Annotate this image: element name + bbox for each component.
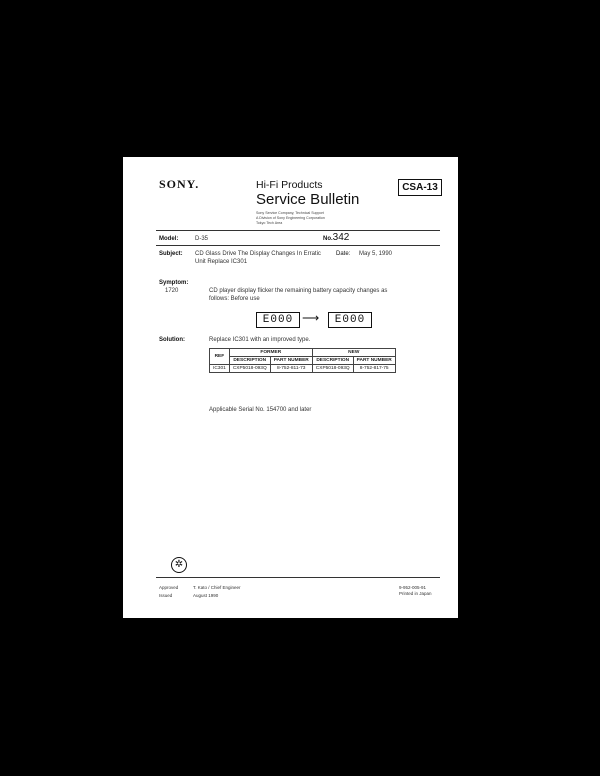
model-value: D-35 <box>195 236 209 242</box>
bulletin-page <box>123 157 458 618</box>
symptom-line2: follows: Before use <box>209 296 260 302</box>
date-value: May 5, 1990 <box>359 251 393 257</box>
col-new: NEW <box>312 349 395 357</box>
symptom-line1: CD player display flicker the remaining battery capacity changes as <box>209 288 388 294</box>
model-label: Model: <box>159 236 179 242</box>
solution-text: Replace IC301 with an improved type. <box>209 337 311 343</box>
applicable-text: Applicable Serial No. 154700 and later <box>209 407 312 413</box>
col-former: FORMER <box>229 349 312 357</box>
solution-label: Solution: <box>159 337 185 343</box>
subject-line2: Unit Replace IC301 <box>195 259 248 265</box>
model-rule <box>156 245 440 246</box>
table-row <box>210 365 396 373</box>
subject-label: Subject: <box>159 251 183 257</box>
display-after: E000 <box>328 312 372 328</box>
cell-new-desc: CXP5018-093Q <box>312 365 353 373</box>
header-rule <box>156 230 440 231</box>
bulletin-code: CSA-13 <box>398 179 442 196</box>
symptom-code: 1720 <box>165 288 179 294</box>
date-label: Date: <box>336 251 351 257</box>
col-former-desc: DESCRIPTION <box>229 357 270 365</box>
bulletin-title: Service Bulletin <box>256 191 360 208</box>
bulletin-number <box>323 232 349 243</box>
col-former-part: PART NUMBER <box>270 357 312 365</box>
symptom-label: Symptom: <box>159 280 189 286</box>
approved-label: Approved <box>159 585 179 590</box>
header-subtitle-3: Tokyo Tech Area <box>256 221 283 225</box>
col-new-part: PART NUMBER <box>353 357 395 365</box>
cell-former-desc: CXP5018-093Q <box>229 365 270 373</box>
subject-line1: CD Glass Drive The Display Changes In Erratic <box>195 251 321 257</box>
approved-value: T. Kato / Chief Engineer <box>193 585 241 590</box>
sony-logo: SONY. <box>159 177 200 191</box>
service-seal-icon: ✲ <box>171 557 187 573</box>
footer-right-2: Printed in Japan <box>399 591 432 596</box>
cell-former-part: 8-752-811-73 <box>270 365 312 373</box>
issued-label: Issued <box>159 593 173 598</box>
footer-rule <box>156 577 440 578</box>
col-ref: REF <box>210 349 230 365</box>
parts-table <box>209 348 396 373</box>
col-new-desc: DESCRIPTION <box>312 357 353 365</box>
header-line1: Hi-Fi Products <box>256 179 323 191</box>
cell-new-part: 8-752-817-75 <box>353 365 395 373</box>
header-subtitle-2: A Division of Sony Engineering Corporation <box>256 216 325 220</box>
issued-value: August 1990 <box>193 593 219 598</box>
display-before: E000 <box>256 312 300 328</box>
no-label: No. <box>323 236 333 242</box>
cell-ref: IC301 <box>210 365 230 373</box>
footer-right-1: 9-952-005-91 <box>399 585 427 590</box>
arrow-right-icon: ⟶ <box>302 311 320 325</box>
header-subtitle-1: Sony Service Company, Technical Support <box>256 211 324 215</box>
no-value: 342 <box>332 232 350 243</box>
